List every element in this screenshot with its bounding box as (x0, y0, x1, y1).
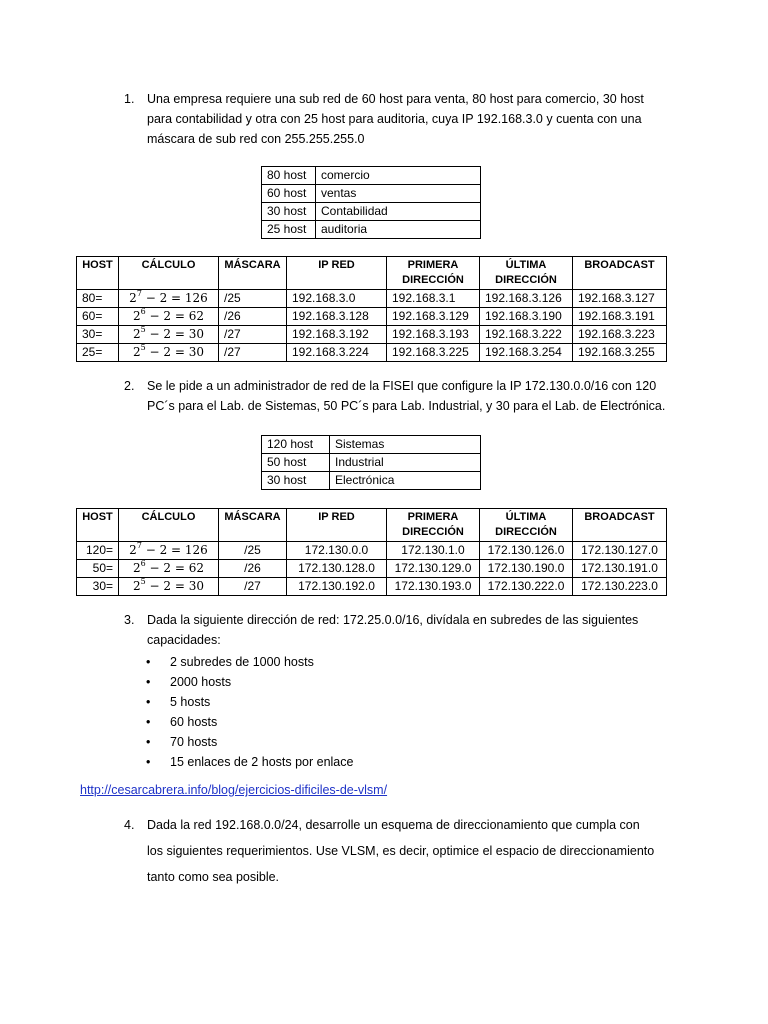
calc-exp: 5 (140, 343, 146, 352)
calc-exp: 7 (136, 541, 142, 550)
bullet-icon: • (146, 655, 151, 669)
cell-first: 192.168.3.1 (387, 290, 480, 308)
header-calc: CÁLCULO (119, 509, 219, 542)
q3-bullet-list (146, 652, 353, 772)
q2-text (147, 376, 665, 416)
cell-mask: /27 (219, 344, 287, 362)
cell-ip: 172.130.192.0 (287, 578, 387, 596)
cell-ip: 172.130.0.0 (287, 542, 387, 560)
list-item (146, 692, 353, 712)
calc-base: 2 (129, 543, 137, 557)
table-cell: Sistemas (330, 436, 481, 454)
q1-host-table (261, 166, 481, 239)
table-row (77, 542, 667, 560)
cell-broadcast: 192.168.3.191 (573, 308, 667, 326)
cell-last: 172.130.126.0 (480, 542, 573, 560)
header-last-2: DIRECCIÓN (495, 274, 557, 286)
table-row (262, 454, 481, 472)
calc-exp: 6 (140, 307, 146, 316)
bullet-icon: • (146, 675, 151, 689)
table-cell: comercio (316, 167, 481, 185)
header-last-1: ÚLTIMA (505, 259, 547, 271)
q2-subnet-table (76, 508, 667, 596)
cell-last: 172.130.190.0 (480, 560, 573, 578)
calc-rest: − 2 = 62 (145, 561, 204, 575)
cell-last: 192.168.3.190 (480, 308, 573, 326)
table-cell: 50 host (262, 454, 330, 472)
bullet-icon: • (146, 695, 151, 709)
q1-number: 1. (124, 92, 135, 106)
q2-host-table (261, 435, 481, 490)
cell-first: 192.168.3.225 (387, 344, 480, 362)
q1-text (147, 89, 644, 149)
cell-ip: 192.168.3.192 (287, 326, 387, 344)
calc-rest: − 2 = 30 (145, 345, 204, 359)
table-header-row (77, 257, 667, 290)
cell-ip: 172.130.128.0 (287, 560, 387, 578)
table-cell: 80 host (262, 167, 316, 185)
table-cell: 120 host (262, 436, 330, 454)
list-item-text: 70 hosts (170, 735, 218, 749)
cell-broadcast: 192.168.3.127 (573, 290, 667, 308)
header-broadcast: BROADCAST (573, 509, 667, 542)
cell-host: 30= (77, 578, 119, 596)
cell-ip: 192.168.3.224 (287, 344, 387, 362)
header-ip-red: IP RED (287, 257, 387, 290)
cell-first: 192.168.3.193 (387, 326, 480, 344)
table-row (262, 436, 481, 454)
header-broadcast: BROADCAST (573, 257, 667, 290)
header-last (480, 509, 573, 542)
calc-base: 2 (129, 291, 137, 305)
cell-calc (119, 290, 219, 308)
cell-host: 25= (77, 344, 119, 362)
cell-host: 50= (77, 560, 119, 578)
calc-exp: 5 (140, 577, 146, 586)
list-item-text: 60 hosts (170, 715, 218, 729)
table-row (262, 221, 481, 239)
bullet-icon: • (146, 715, 151, 729)
cell-mask: /25 (219, 542, 287, 560)
table-cell: auditoria (316, 221, 481, 239)
cell-mask: /27 (219, 326, 287, 344)
cell-broadcast: 172.130.127.0 (573, 542, 667, 560)
q2-line: PC´s para el Lab. de Sistemas, 50 PC´s para Lab. Industrial, y 30 para el Lab. de Electrónica. (147, 399, 666, 413)
cell-broadcast: 192.168.3.255 (573, 344, 667, 362)
q4-line: Dada la red 192.168.0.0/24, desarrolle un esquema de direccionamiento que cumpla con (147, 818, 640, 832)
header-first (387, 509, 480, 542)
cell-last: 192.168.3.126 (480, 290, 573, 308)
cell-host: 120= (77, 542, 119, 560)
table-cell: 30 host (262, 203, 316, 221)
table-row (77, 560, 667, 578)
table-row (77, 308, 667, 326)
calc-rest: − 2 = 30 (145, 579, 204, 593)
header-last (480, 257, 573, 290)
cell-mask: /26 (219, 560, 287, 578)
q2-number: 2. (124, 379, 135, 393)
table-header-row (77, 509, 667, 542)
table-row (77, 578, 667, 596)
q1-subnet-table (76, 256, 667, 362)
list-item-text: 5 hosts (170, 695, 211, 709)
q4-line: los siguientes requerimientos. Use VLSM, es decir, optimice el espacio de direccionamiento (147, 844, 655, 858)
cell-mask: /26 (219, 308, 287, 326)
cell-broadcast: 192.168.3.223 (573, 326, 667, 344)
calc-exp: 6 (140, 559, 146, 568)
cell-first: 172.130.129.0 (387, 560, 480, 578)
calc-exp: 5 (140, 325, 146, 334)
cell-mask: /27 (219, 578, 287, 596)
table-row (262, 472, 481, 490)
cell-calc (119, 326, 219, 344)
header-mask: MÁSCARA (219, 257, 287, 290)
calc-rest: − 2 = 30 (145, 327, 204, 341)
bullet-icon: • (146, 755, 151, 769)
table-cell: 30 host (262, 472, 330, 490)
header-first-2: DIRECCIÓN (402, 526, 464, 538)
header-mask: MÁSCARA (219, 509, 287, 542)
table-row (262, 185, 481, 203)
cell-host: 80= (77, 290, 119, 308)
list-item (146, 712, 353, 732)
cell-first: 192.168.3.129 (387, 308, 480, 326)
cell-calc (119, 560, 219, 578)
list-item-text: 2 subredes de 1000 hosts (170, 655, 314, 669)
reference-link[interactable]: http://cesarcabrera.info/blog/ejercicios-dificiles-de-vlsm/ (80, 783, 388, 797)
table-row (77, 326, 667, 344)
cell-mask: /25 (219, 290, 287, 308)
header-last-1: ÚLTIMA (505, 511, 547, 523)
list-item (146, 732, 353, 752)
cell-host: 30= (77, 326, 119, 344)
table-cell: 25 host (262, 221, 316, 239)
calc-base: 2 (132, 561, 141, 575)
table-cell: Contabilidad (316, 203, 481, 221)
q4-line: tanto como sea posible. (147, 870, 280, 884)
cell-broadcast: 172.130.223.0 (573, 578, 667, 596)
cell-host: 60= (77, 308, 119, 326)
q3-line: Dada la siguiente dirección de red: 172.25.0.0/16, divídala en subredes de las siguientes (147, 613, 639, 627)
cell-last: 172.130.222.0 (480, 578, 573, 596)
table-cell: Electrónica (330, 472, 481, 490)
q4-number: 4. (124, 818, 135, 832)
header-first-2: DIRECCIÓN (402, 274, 464, 286)
list-item (146, 652, 353, 672)
header-ip-red: IP RED (287, 509, 387, 542)
table-cell: 60 host (262, 185, 316, 203)
header-first-1: PRIMERA (407, 511, 459, 523)
calc-base: 2 (132, 345, 141, 359)
q1-line: máscara de sub red con 255.255.255.0 (147, 132, 365, 146)
cell-calc (119, 344, 219, 362)
calc-base: 2 (132, 579, 141, 593)
list-item-text: 2000 hosts (170, 675, 232, 689)
cell-calc (119, 542, 219, 560)
table-cell: Industrial (330, 454, 481, 472)
q3-text (147, 610, 638, 650)
q3-line: capacidades: (147, 633, 221, 647)
calc-exp: 7 (136, 289, 142, 298)
calc-rest: − 2 = 126 (141, 291, 208, 305)
header-calc: CÁLCULO (119, 257, 219, 290)
q1-line: Una empresa requiere una sub red de 60 host para venta, 80 host para comercio, 30 host (147, 92, 644, 106)
cell-last: 192.168.3.222 (480, 326, 573, 344)
cell-calc (119, 578, 219, 596)
table-row (77, 290, 667, 308)
cell-calc (119, 308, 219, 326)
calc-base: 2 (132, 327, 141, 341)
header-last-2: DIRECCIÓN (495, 526, 557, 538)
q2-line: Se le pide a un administrador de red de la FISEI que configure la IP 172.130.0.0/16 con 120 (147, 379, 657, 393)
list-item-text: 15 enlaces de 2 hosts por enlace (170, 755, 354, 769)
table-row (77, 344, 667, 362)
cell-last: 192.168.3.254 (480, 344, 573, 362)
header-first (387, 257, 480, 290)
table-row (262, 167, 481, 185)
q1-line: para contabilidad y otra con 25 host para auditoria, cuya IP 192.168.3.0 y cuenta con una (147, 112, 642, 126)
cell-ip: 192.168.3.128 (287, 308, 387, 326)
header-host: HOST (77, 509, 119, 542)
calc-rest: − 2 = 126 (141, 543, 208, 557)
table-cell: ventas (316, 185, 481, 203)
cell-first: 172.130.1.0 (387, 542, 480, 560)
header-host: HOST (77, 257, 119, 290)
q4-text (147, 815, 654, 887)
header-first-1: PRIMERA (407, 259, 459, 271)
table-row (262, 203, 481, 221)
calc-base: 2 (132, 309, 141, 323)
cell-broadcast: 172.130.191.0 (573, 560, 667, 578)
list-item (146, 672, 353, 692)
cell-ip: 192.168.3.0 (287, 290, 387, 308)
list-item (146, 752, 353, 772)
q3-number: 3. (124, 613, 135, 627)
bullet-icon: • (146, 735, 151, 749)
cell-first: 172.130.193.0 (387, 578, 480, 596)
calc-rest: − 2 = 62 (145, 309, 204, 323)
